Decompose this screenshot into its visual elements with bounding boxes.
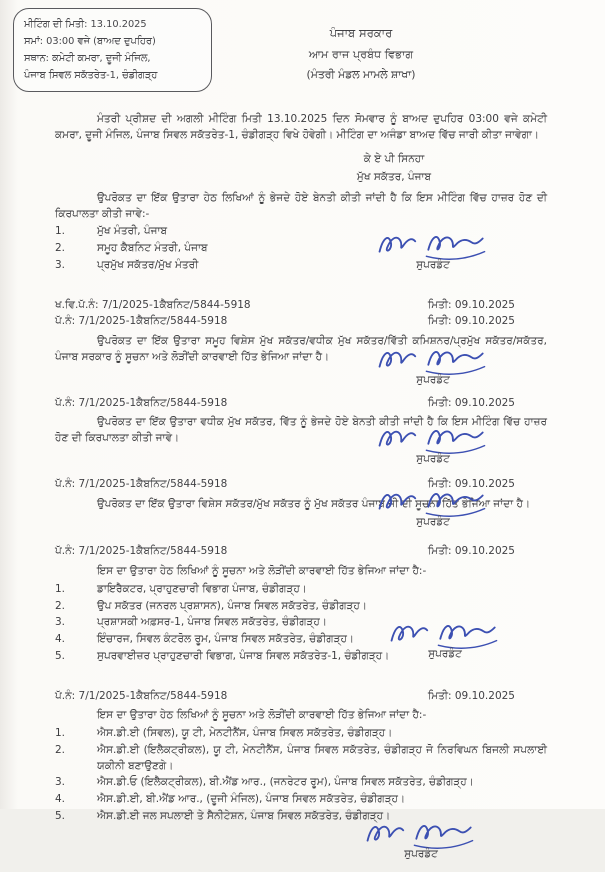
item-text: ਉਪ ਸਕੱਤਰ (ਜਨਰਲ ਪ੍ਰਸ਼ਾਸਨ), ਪੰਜਾਬ ਸਿਵਲ ਸਕੱਤਰੇਤ, ਚੰਡੀਗੜ੍ਹ। <box>97 599 367 612</box>
list-item <box>55 615 547 631</box>
list-item <box>55 775 547 791</box>
meeting-venue-line2: ਪੰਜਾਬ ਸਿਵਲ ਸਕੱਤਰੇਤ-1, ਚੰਡੀਗੜ੍ਹ <box>24 70 158 82</box>
list-item <box>55 582 547 598</box>
item-text: ਐਸ.ਡੀ.ਈ, ਬੀ.ਐਂਡ ਆਰ., (ਦੂਜੀ ਮੰਜਿਲ), ਪੰਜਾਬ ਸਿਵਲ ਸਕੱਤਰੇਤ, ਚੰਡੀਗੜ੍ਹ। <box>97 793 406 806</box>
list-item <box>55 809 547 825</box>
attendee-list <box>55 224 547 273</box>
list-item <box>55 649 547 665</box>
chief-secretary-info-paragraph: ਉਪਰੋਕਤ ਦਾ ਇੱਕ ਉਤਾਰਾ ਵਿਸ਼ੇਸ ਸਕੱਤਰ/ਮੁੱਖ ਸਕੱਤਰ ਨੂੰ ਮੁੱਖ ਸਕੱਤਰ ਪੰਜਾਬ ਜੀ ਦੀ ਸੂਚਨਾ ਹਿੱਤ ਭੇਜਿਆ ਜਾਂਦਾ ਹੈ। <box>97 497 531 510</box>
government-title: ਪੰਜਾਬ ਸਰਕਾਰ <box>329 26 393 40</box>
ref-number: ਪੱ.ਨੰ: 7/1/2025-1ਕੈਬਨਿਟ/5844-5918 <box>55 689 228 702</box>
ref-date: ਮਿਤੀ: 09.10.2025 <box>427 545 515 558</box>
item-text: ਐਸ.ਡੀ.ਈ ਜਲ ਸਪਲਾਈ ਤੇ ਸੈਨੀਟੇਸ਼ਨ, ਪੰਜਾਬ ਸਿਵਲ ਸਕੱਤਰੇਤ, ਚੰਡੀਗੜ੍ਹ। <box>97 809 391 822</box>
superintendent-label: ਸੁਪਰਡੰਟ <box>428 647 462 660</box>
superintendent-label: ਸੁਪਰਡੰਟ <box>416 258 450 271</box>
item-text: ਡਾਇਰੈਕਟਰ, ਪ੍ਰਾਹੁਣਚਾਰੀ ਵਿਭਾਗ ਪੰਜਾਬ, ਚੰਡੀਗੜ੍ਹ। <box>97 582 307 595</box>
officer-signatory <box>319 151 469 187</box>
reference-line <box>55 396 547 412</box>
item-text: ਸੁਪਰਵਾਈਜ਼ਰ ਪ੍ਰਾਹੁਣਚਾਰੀ ਵਿਭਾਗ, ਪੰਜਾਬ ਸਿਵਲ ਸਕੱਤਰੇਤ-1, ਚੰਡੀਗੜ੍ਹ। <box>97 649 390 662</box>
ref-date: ਮਿਤੀ: 09.10.2025 <box>427 477 515 490</box>
list-item <box>55 743 547 775</box>
department-title: ਆਮ ਰਾਜ ਪ੍ਰਬੰਧ ਵਿਭਾਗ <box>308 48 414 62</box>
distribution-heading-1: ਇਸ ਦਾ ਉਤਾਰਾ ਹੇਠ ਲਿਖਿਆਂ ਨੂੰ ਸੂਚਨਾ ਅਤੇ ਲੋੜੀਂਦੀ ਕਾਰਵਾਈ ਹਿੱਤ ਭੇਜਿਆ ਜਾਂਦਾ ਹੈ:- <box>97 565 427 578</box>
list-item <box>55 241 547 257</box>
distribution-list-2 <box>55 726 547 825</box>
signature-anchor <box>55 826 547 872</box>
item-number: 1. <box>55 582 66 595</box>
special-secretaries-paragraph: ਉਪਰੋਕਤ ਦਾ ਇੱਕ ਉਤਾਰਾ ਸਮੂਹ ਵਿਸ਼ੇਸ ਮੁੱਖ ਸਕੱਤਰ/ਵਧੀਕ ਮੁੱਖ ਸਕੱਤਰ/ਵਿੱਤੀ ਕਮਿਸ਼ਨਰ/ਪ੍ਰਮੁੱਖ ਸਕੱਤਰ/ਸਕੱਤਰ, ਪੰਜਾਬ ਸਰਕਾਰ ਨੂੰ ਸੂਚਨਾ ਅਤੇ ਲੋੜੀਂਦੀ ਕਾਰਵਾਈ ਹਿੱਤ ਭੇਜਿਆ ਜਾਂਦਾ ਹੈ। <box>55 335 547 363</box>
superintendent-label: ਸੁਪਰਡੰਟ <box>416 452 450 465</box>
ref-number: ਪੱ.ਨੰ: 7/1/2025-1ਕੈਬਨਿਟ/5844-5918 <box>55 545 228 558</box>
item-number: 5. <box>55 649 66 662</box>
ref-date: ਮਿਤੀ: 09.10.2025 <box>427 315 515 328</box>
item-number: 3. <box>55 258 66 271</box>
reference-line <box>55 298 547 314</box>
signature-stamp <box>355 820 487 863</box>
meeting-venue-line1: ਸਥਾਨ: ਕਮੇਟੀ ਕਮਰਾ, ਦੂਜੀ ਮੰਜਿਲ, <box>24 53 151 65</box>
item-number: 5. <box>55 809 66 822</box>
item-text: ਮੁੱਖ ਮੰਤਰੀ, ਪੰਜਾਬ <box>97 225 168 238</box>
item-text: ਐਸ.ਡੀ.ਓ (ਇਲੈਕਟ੍ਰੀਕਲ), ਬੀ.ਐਂਡ ਆਰ., (ਜਨਰੇਟਰ ਰੂਮ), ਪੰਜਾਬ ਸਿਵਲ ਸਕੱਤਰੇਤ, ਚੰਡੀਗੜ੍ਹ। <box>97 776 474 789</box>
item-number: 2. <box>55 599 66 612</box>
signatory-designation: ਮੁੱਖ ਸਕੱਤਰ, ਪੰਜਾਬ <box>356 171 432 184</box>
reference-line <box>55 477 547 493</box>
reference-line <box>55 689 547 705</box>
item-number: 1. <box>55 727 66 740</box>
item-number: 2. <box>55 242 66 255</box>
meeting-date-line: ਮੀਟਿੰਗ ਦੀ ਮਿਤੀ: 13.10.2025 <box>24 19 147 30</box>
finance-paragraph: ਉਪਰੋਕਤ ਦਾ ਇੱਕ ਉਤਾਰਾ ਵਧੀਕ ਮੁੱਖ ਸਕੱਤਰ, ਵਿੱਤ ਨੂੰ ਭੇਜਦੇ ਹੋਏ ਬੇਨਤੀ ਕੀਤੀ ਜਾਂਦੀ ਹੈ ਕਿ ਇਸ ਮੀਟਿੰਗ ਵਿੱਚ ਹਾਜ਼ਰ ਹੋਣ ਦੀ ਕਿਰਪਾਲਤਾ ਕੀਤੀ ਜਾਵੇ। <box>55 416 547 445</box>
item-number: 2. <box>55 743 66 756</box>
item-text: ਐਸ.ਡੀ.ਈ (ਸਿਵਲ), ਯੂ ਟੀ, ਮੇਨਟੀਨੈਂਸ, ਪੰਜਾਬ ਸਿਵਲ ਸਕੱਤਰੇਤ, ਚੰਡੀਗੜ੍ਹ। <box>97 727 393 740</box>
letter-body <box>55 112 547 872</box>
list-item <box>55 224 547 240</box>
distribution-list-1 <box>55 582 547 665</box>
ref-number: ਪੱ.ਨੰ: 7/1/2025-1ਕੈਬਨਿਟ/5844-5918 <box>55 477 228 490</box>
ref-date: ਮਿਤੀ: 09.10.2025 <box>427 396 515 409</box>
meeting-time-line: ਸਮਾਂ: 03:00 ਵਜੇ (ਬਾਅਦ ਦੁਪਹਿਰ) <box>24 36 156 48</box>
list-item <box>55 632 547 648</box>
signatory-name: ਕੇ ਏ ਪੀ ਸਿਨਹਾ <box>363 153 425 166</box>
item-number: 4. <box>55 633 66 646</box>
meeting-info-box <box>13 8 212 92</box>
ref-number: ਪੱ.ਨੰ: 7/1/2025-1ਕੈਬਨਿਟ/5844-5918 <box>55 315 228 328</box>
item-number: 1. <box>55 225 66 238</box>
ref-number: ਖ.ਵਿ.ਪੱ.ਨੰ: 7/1/2025-1ਕੈਬਨਿਟ/5844-5918 <box>55 298 251 311</box>
item-text: ਪ੍ਰਮੁੱਖ ਸਕੱਤਰ/ਮੁੱਖ ਮੰਤਰੀ <box>97 258 199 271</box>
item-text: ਐਸ.ਡੀ.ਈ (ਇਲੈਕਟ੍ਰੀਕਲ), ਯੂ ਟੀ, ਮੇਨਟੀਨੈਂਸ, ਪੰਜਾਬ ਸਿਵਲ ਸਕੱਤਰੇਤ, ਚੰਡੀਗੜ੍ਹ ਜੋ ਨਿਰਵਿਘਨ ਬਿਜਲੀ ਸਪਲਾਈ ਯਕੀਨੀ ਬਣਾਉਣਗੇ। <box>97 743 547 772</box>
superintendent-label: ਸੁਪਰਡੰਟ <box>404 847 438 860</box>
list-item <box>55 792 547 808</box>
branch-title: (ਮੰਤਰੀ ਮੰਡਲ ਮਾਮਲੇ ਸ਼ਾਖਾ) <box>306 68 416 82</box>
item-number: 3. <box>55 776 66 789</box>
item-text: ਇੰਚਾਰਜ, ਸਿਵਲ ਕੰਟਰੋਲ ਰੂਮ, ਪੰਜਾਬ ਸਿਵਲ ਸਕੱਤਰੇਤ, ਚੰਡੀਗੜ੍ਹ। <box>97 633 354 646</box>
list-item <box>55 258 547 274</box>
ref-number: ਪੱ.ਨੰ: 7/1/2025-1ਕੈਬਨਿਟ/5844-5918 <box>55 396 228 409</box>
item-number: 4. <box>55 793 66 806</box>
intro-paragraph: ਮੰਤਰੀ ਪ੍ਰੀਸ਼ਦ ਦੀ ਅਗਲੀ ਮੀਟਿੰਗ ਮਿਤੀ 13.10.2025 ਦਿਨ ਸੋਮਵਾਰ ਨੂੰ ਬਾਅਦ ਦੁਪਹਿਰ 03:00 ਵਜੇ ਕਮੇਟੀ ਕਮਰਾ, ਦੂਜੀ ਮੰਜਿਲ, ਪੰਜਾਬ ਸਿਵਲ ਸਕੱਤਰੇਤ-1, ਚੰਡੀਗੜ੍ਹ ਵਿਖੇ ਹੋਵੇਗੀ। ਮੀਟਿੰਗ ਦਾ ਅਜੰਡਾ ਬਾਅਦ ਵਿੱਚ ਜਾਰੀ ਕੀਤਾ ਜਾਵੇਗਾ। <box>55 112 547 141</box>
list-item <box>55 726 547 742</box>
letterhead <box>175 22 547 86</box>
superintendent-label: ਸੁਪਰਡੰਟ <box>416 516 450 529</box>
superintendent-label: ਸੁਪਰਡੰਟ <box>416 373 450 386</box>
reference-line <box>55 544 547 560</box>
list-item <box>55 599 547 615</box>
attendees-paragraph: ਉਪਰੋਕਤ ਦਾ ਇੱਕ ਉਤਾਰਾ ਹੇਠ ਲਿਖਿਆਂ ਨੂੰ ਭੇਜਦੇ ਹੋਏ ਬੇਨਤੀ ਕੀਤੀ ਜਾਂਦੀ ਹੈ ਕਿ ਇਸ ਮੀਟਿੰਗ ਵਿੱਚ ਹਾਜ਼ਰ ਹੋਣ ਦੀ ਕਿਰਪਾਲਤਾ ਕੀਤੀ ਜਾਵੇ:- <box>55 191 547 220</box>
ref-date: ਮਿਤੀ: 09.10.2025 <box>427 689 515 702</box>
item-number: 3. <box>55 616 66 629</box>
distribution-heading-2: ਇਸ ਦਾ ਉਤਾਰਾ ਹੇਠ ਲਿਖਿਆਂ ਨੂੰ ਸੂਚਨਾ ਅਤੇ ਲੋੜੀਂਦੀ ਕਾਰਵਾਈ ਹਿੱਤ ਭੇਜਿਆ ਜਾਂਦਾ ਹੈ:- <box>97 709 427 722</box>
ref-date: ਮਿਤੀ: 09.10.2025 <box>427 298 515 311</box>
reference-line <box>55 314 547 330</box>
item-text: ਸਮੂਹ ਕੈਬਨਿਟ ਮੰਤਰੀ, ਪੰਜਾਬ <box>97 242 208 255</box>
item-text: ਪ੍ਰਸ਼ਾਸਕੀ ਅਫ਼ਸਰ-1, ਪੰਜਾਬ ਸਿਵਲ ਸਕੱਤਰੇਤ, ਚੰਡੀਗੜ੍ਹ। <box>97 616 327 629</box>
